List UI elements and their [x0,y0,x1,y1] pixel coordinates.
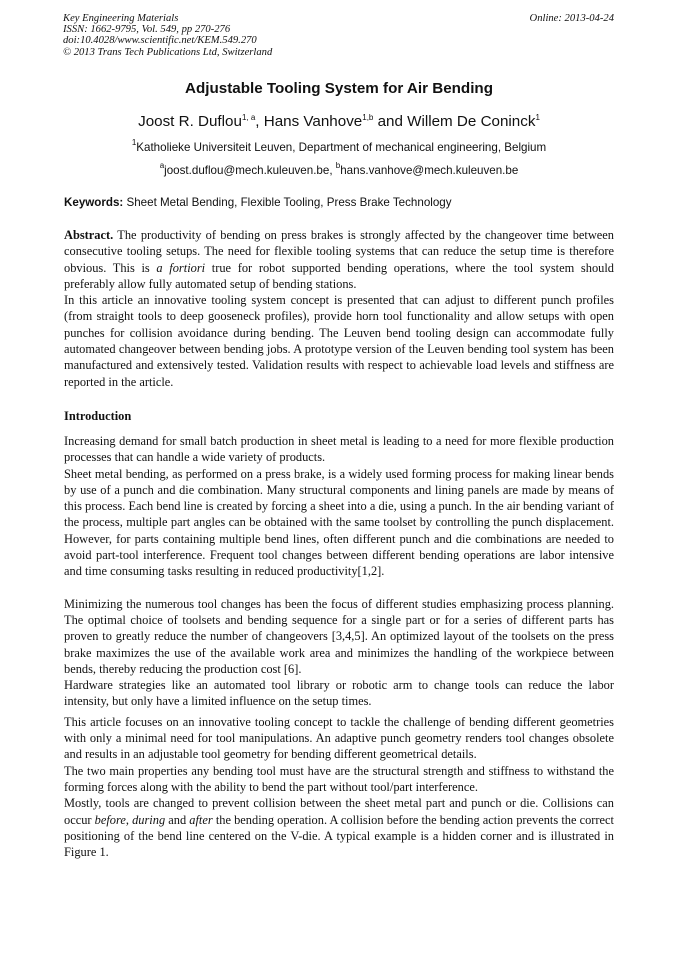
author-sup: 1, a [241,113,256,122]
intro-paragraph: The two main properties any bending tool must have are the structural strength and stiffness to withstand the forming forces along with the ability to bend the part without tool/part interference. [64,763,614,794]
abstract-text: true for robot supported bending operations, where the tool system should preferably allow fully automated setup of bending stations. [64,260,614,291]
affiliation [0,138,678,154]
intro-paragraph: Increasing demand for small batch production in sheet metal is leading to a need for more flexible production processes that can handle a wide variety of products. [64,434,614,465]
email-list [0,161,678,177]
copyright-line: © 2013 Trans Tech Publications Ltd, Switzerland [63,46,273,58]
journal-header [63,13,272,58]
paper-title: Adjustable Tooling System for Air Bending [185,80,493,97]
intro-italic: before [94,812,126,827]
affiliation-sup: 1 [131,138,137,147]
online-date: Online: 2013-04-24 [529,13,614,24]
author-sup: 1 [535,113,540,122]
issn-line: ISSN: 1662-9795, Vol. 549, pp 270-276 [63,24,231,36]
keywords-label: Keywords: [64,196,124,209]
abstract-label: Abstract. [64,228,114,242]
intro-text: Mostly, tools are changed to prevent collision between the sheet metal part and punch or die. Collisions can occur [64,796,614,827]
email-sup: b [335,161,341,170]
intro-text: the bending operation. A collision before the bending action prevents the correct positioning of the bend line centered on the V-die. A typical example is a hidden corner and is illustrated in Figure 1. [64,812,614,860]
abstract-text: The productivity of bending on press brakes is strongly affected by the changeover time between consecutive tooling setups. The need for flexible tooling systems that can reduce the setup time is therefore obvious. This is [64,228,614,275]
intro-italic: during [132,812,166,827]
author-list [0,113,678,130]
author-name: Willem De Coninck [407,113,536,130]
intro-paragraph: Sheet metal bending, as performed on a press brake, is a widely used forming process for making linear bends by use of a punch and die combination. Many structural components and lining panels are made by means of this process. Each bend line is created by forcing a sheet into a die, using a punch. In the air bending variant of the process, multiple part angles can be obtained with the same toolset by controlling the punch displacement. However, for parts containing multiple bend lines, often different punch and die combinations are needed to avoid part-tool interference. Frequent tool changes between different bending operations are labor intensive and time consuming tasks resulting in reduced productivity[1,2]. [64,466,614,579]
email-sup: a [159,161,165,170]
introduction-body [64,433,614,860]
abstract-italic: a fortiori [156,260,206,275]
email-link[interactable]: hans.vanhove@mech.kuleuven.be [340,164,519,177]
keywords-text: Sheet Metal Bending, Flexible Tooling, Press Brake Technology [123,196,452,209]
intro-paragraph: Hardware strategies like an automated tool library or robotic arm to change tools can reduce the labor intensity, but only have a limited influence on the setup times. [64,678,614,709]
intro-italic: after [189,812,213,827]
intro-text: , [125,812,133,827]
abstract [64,227,614,390]
section-heading-introduction: Introduction [64,409,132,423]
keywords [64,196,452,209]
intro-text: and [165,812,190,827]
abstract-paragraph [64,227,614,292]
abstract-paragraph: In this article an innovative tooling system concept is presented that can adjust to different punch profiles (from straight tools to deep gooseneck profiles), provide horn tool functionality and allow setups with open punches for collision avoidance during bending. The Leuven bend tooling design can accommodate fully automated changeover between bending jobs. A prototype version of the Leuven bending tool system has been manufactured and extensively tested. Validation results with respect to achievable load levels and stiffness are reported in the article. [64,293,614,389]
affiliation-text: Katholieke Universiteit Leuven, Department of mechanical engineering, Belgium [136,141,547,154]
author-separator: , [255,113,264,130]
email-separator: , [329,164,336,177]
author-sup: 1,b [362,113,374,122]
author-name: Hans Vanhove [263,113,363,130]
doi-line: doi:10.4028/www.scientific.net/KEM.549.270 [63,35,257,47]
intro-paragraph: This article focuses on an innovative tooling concept to tackle the challenge of bending different geometries with only a minimal need for tool manipulations. An adaptive punch geometry renders tool changes obsolete and results in an adjustable tool geometry for bending different geometrical details. [64,714,614,762]
email-link[interactable]: joost.duflou@mech.kuleuven.be [164,164,330,177]
author-name: Joost R. Duflou [138,113,242,130]
intro-paragraph [64,795,614,860]
paragraph-gap [64,580,614,596]
intro-paragraph: Minimizing the numerous tool changes has been the focus of different studies emphasizing process planning. The optimal choice of toolsets and bending sequence for a single part or for a series of different parts has proven to greatly reduce the number of changeovers [3,4,5]. An optimized layout of the toolsets on the press brake maximizes the use of the available work area and minimizes the handling of the workpiece between bends, thereby reducing the production cost [6]. [64,596,614,676]
journal-name: Key Engineering Materials [63,13,179,24]
author-separator: and [373,113,408,130]
